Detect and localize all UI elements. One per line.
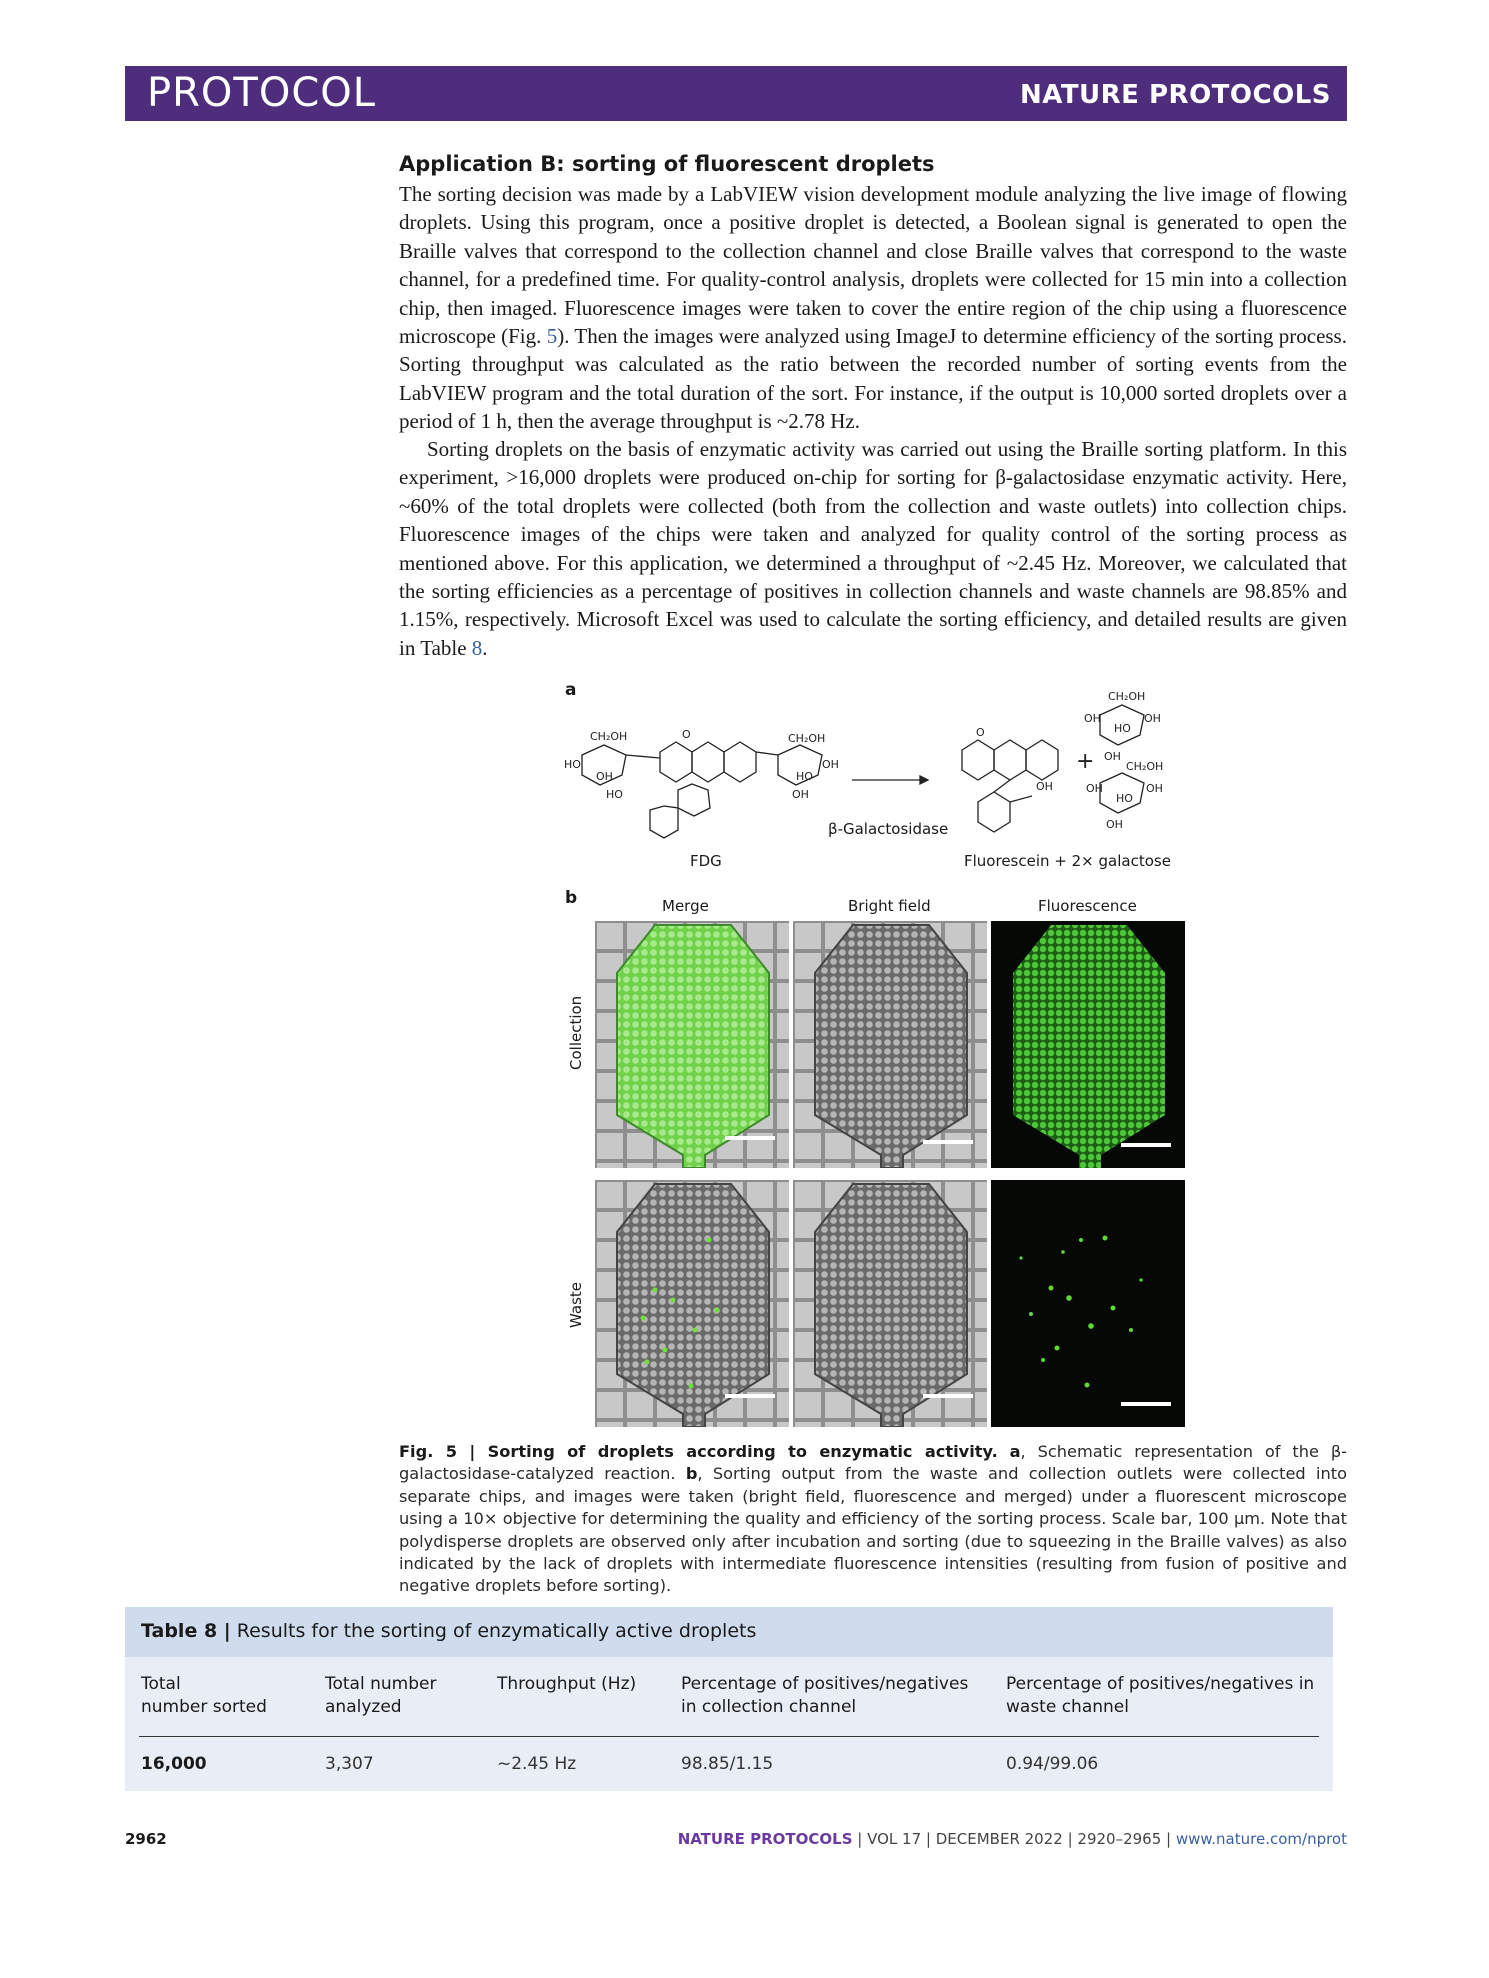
figure-label-b: b [565, 888, 578, 908]
enzyme-label: β-Galactosidase [828, 820, 949, 838]
plus-sign: + [1076, 749, 1095, 774]
panel-collection-bright-field [793, 921, 987, 1168]
table-divider [139, 1736, 1319, 1737]
reactant-label: FDG [690, 852, 722, 870]
footer-url-link[interactable]: www.nature.com/nprot [1175, 1830, 1347, 1848]
footer-sep: | [1062, 1830, 1078, 1848]
fdg-oh-right-bottom: OH [792, 788, 809, 801]
header-line: number sorted [141, 1697, 267, 1717]
header-line: Percentage of positives/negatives [681, 1674, 969, 1694]
caption-a-text: , Schematic representation of the β-galactosidase-catalyzed reaction. [399, 1442, 1347, 1484]
paragraph-1-text: The sorting decision was made by a LabVIEW vision development module analyzing the live image of flowing droplets. Using this program, once a positive droplet is detected, a Boolean signal is generated to open the Braille valves that correspond to the collection channel and close Braille valves that correspond to the waste channel, for a predefined time. For quality-control analysis, droplets were collected for 15 min into a collection chip, then imaged. Fluorescence images were taken to cover the entire region of the chip using a fluorescence microscope (Fig. [399, 182, 1347, 349]
footer-sep: | [1161, 1830, 1176, 1848]
column-label-fluorescence: Fluorescence [1038, 897, 1137, 915]
fluorescein-oh: OH [1036, 780, 1053, 793]
figure-label-a: a [565, 680, 577, 700]
cell-total-sorted: 16,000 [141, 1754, 207, 1774]
footer-sep: | [921, 1830, 936, 1848]
table-header-total-sorted [141, 1673, 267, 1719]
fluorescein-o: O [976, 726, 985, 739]
cell-collection-channel: 98.85/1.15 [681, 1754, 774, 1774]
header-line: Total [141, 1674, 181, 1694]
fdg-ho-left-bottom: HO [606, 788, 623, 801]
paragraph-1-end: ). Then the images were analyzed using ImageJ to determine efficiency of the sorting process. Sorting throughput was calculated as the ratio between the recorded number of sorting events from the LabVIEW program and the total duration of the sort. For instance, if the output is 10,000 sorted droplets over a period of 1 h, then the average throughput is ~2.78 Hz. [399, 324, 1347, 434]
fdg-oh-left: OH [596, 770, 613, 783]
figure-5 [560, 680, 1180, 1420]
header-line: in collection channel [681, 1697, 857, 1717]
header-line: Total number [325, 1674, 437, 1694]
table-header-collection-channel [681, 1673, 968, 1719]
cell-waste-channel: 0.94/99.06 [1006, 1754, 1099, 1774]
header-bar [125, 66, 1347, 121]
fdg-ch2oh-left: CH₂OH [590, 730, 628, 743]
footer-citation [678, 1830, 1347, 1848]
header-line: waste channel [1006, 1697, 1129, 1717]
panel-collection-fluorescence [991, 921, 1185, 1168]
table-header-total-analyzed [325, 1673, 436, 1719]
fdg-ho-right: HO [796, 770, 813, 783]
table-8-link[interactable]: 8 [471, 635, 483, 660]
caption-b-text: , Sorting output from the waste and collection outlets were collected into separate chips, and images were taken (bright field, fluorescence and merged) under a fluorescent microscope using a 10× objective for determining the quality and efficiency of the sorting process. Scale bar, 100 µm. Note that polydisperse droplets are observed only after incubation and sorting (due to squeezing in the Braille valves) as also indicated by the lack of droplets with intermediate fluorescence intensities (resulting from fusion of positive and negative droplets before sorting). [399, 1464, 1347, 1596]
fdg-ho-left: HO [564, 758, 581, 771]
cell-total-analyzed: 3,307 [325, 1754, 374, 1774]
panel-waste-merge [595, 1180, 789, 1427]
fdg-ch2oh-right: CH₂OH [788, 732, 826, 745]
footer-pages: 2920–2965 [1077, 1830, 1162, 1848]
galactose-1-oh-left: OH [1084, 712, 1101, 725]
galactose-2-oh-bottom: OH [1106, 818, 1123, 831]
galactose-1-oh-bottom: OH [1104, 750, 1121, 763]
panel-waste-fluorescence [991, 1180, 1185, 1427]
footer-date: DECEMBER 2022 [935, 1830, 1063, 1848]
header-section-label: PROTOCOL [147, 70, 377, 116]
galactose-1-oh-right: OH [1144, 712, 1161, 725]
row-label-waste: Waste [567, 1282, 585, 1328]
caption-label-b: b [685, 1464, 698, 1484]
paragraph-2-end: . [482, 635, 488, 660]
header-line: Throughput (Hz) [497, 1674, 637, 1694]
table-title-text: Results for the sorting of enzymatically active droplets [230, 1620, 757, 1642]
panel-collection-merge [595, 921, 789, 1168]
product-label: Fluorescein + 2× galactose [964, 852, 1171, 870]
fig-5-link[interactable]: 5 [546, 324, 558, 349]
paragraph-2-text: Sorting droplets on the basis of enzymatic activity was carried out using the Braille sorting platform. In this experiment, >16,000 droplets were produced on-chip for sorting for β-galactosidase enzymatic activity. Here, ~60% of the total droplets were collected (both from the collection and waste outlets) into collection chips. Fluorescence images of the chips were taken and analyzed for quality control of the sorting process as mentioned above. For this application, we determined a throughput of ~2.45 Hz. Moreover, we calculated that the sorting efficiencies as a percentage of positives in collection channels and waste channels are 98.85% and 1.15%, respectively. Microsoft Excel was used to calculate the sorting efficiency, and detailed results are given in Table [399, 437, 1347, 660]
galactose-2-ch2oh: CH₂OH [1126, 760, 1164, 773]
footer-volume: VOL 17 [867, 1830, 922, 1848]
cell-throughput: ~2.45 Hz [497, 1754, 577, 1774]
galactose-1-ch2oh: CH₂OH [1108, 690, 1146, 703]
header-line: analyzed [325, 1697, 402, 1717]
header-journal-name: NATURE PROTOCOLS [1019, 80, 1331, 110]
table-title [125, 1607, 1333, 1657]
caption-lead: Fig. 5 | Sorting of droplets according to enzymatic activity. [399, 1442, 998, 1461]
row-label-collection: Collection [567, 995, 585, 1070]
reaction-scheme [560, 680, 1180, 880]
galactose-1-ho: HO [1114, 722, 1131, 735]
section-heading: Application B: sorting of fluorescent droplets [399, 152, 935, 176]
figure-caption [399, 1441, 1347, 1598]
footer-journal: NATURE PROTOCOLS [677, 1830, 853, 1848]
caption-label-a: a [1009, 1442, 1021, 1461]
panel-waste-bright-field [793, 1180, 987, 1427]
table-header-throughput [497, 1673, 636, 1696]
galactose-2-oh-left: OH [1086, 782, 1103, 795]
table-8 [125, 1607, 1333, 1791]
fdg-o-bridge: O [682, 728, 691, 741]
column-label-merge: Merge [662, 897, 709, 915]
footer-sep: | [852, 1830, 868, 1848]
header-line: Percentage of positives/negatives in [1006, 1674, 1315, 1694]
fdg-oh-right: OH [822, 758, 839, 771]
column-label-bright-field: Bright field [848, 897, 931, 915]
page-number: 2962 [125, 1830, 167, 1848]
table-header-waste-channel [1006, 1673, 1314, 1719]
paragraph-1 [399, 180, 1347, 436]
paragraph-2 [399, 435, 1347, 662]
galactose-2-oh-right: OH [1146, 782, 1163, 795]
table-title-number: Table 8 | [141, 1620, 231, 1642]
galactose-2-ho: HO [1116, 792, 1133, 805]
